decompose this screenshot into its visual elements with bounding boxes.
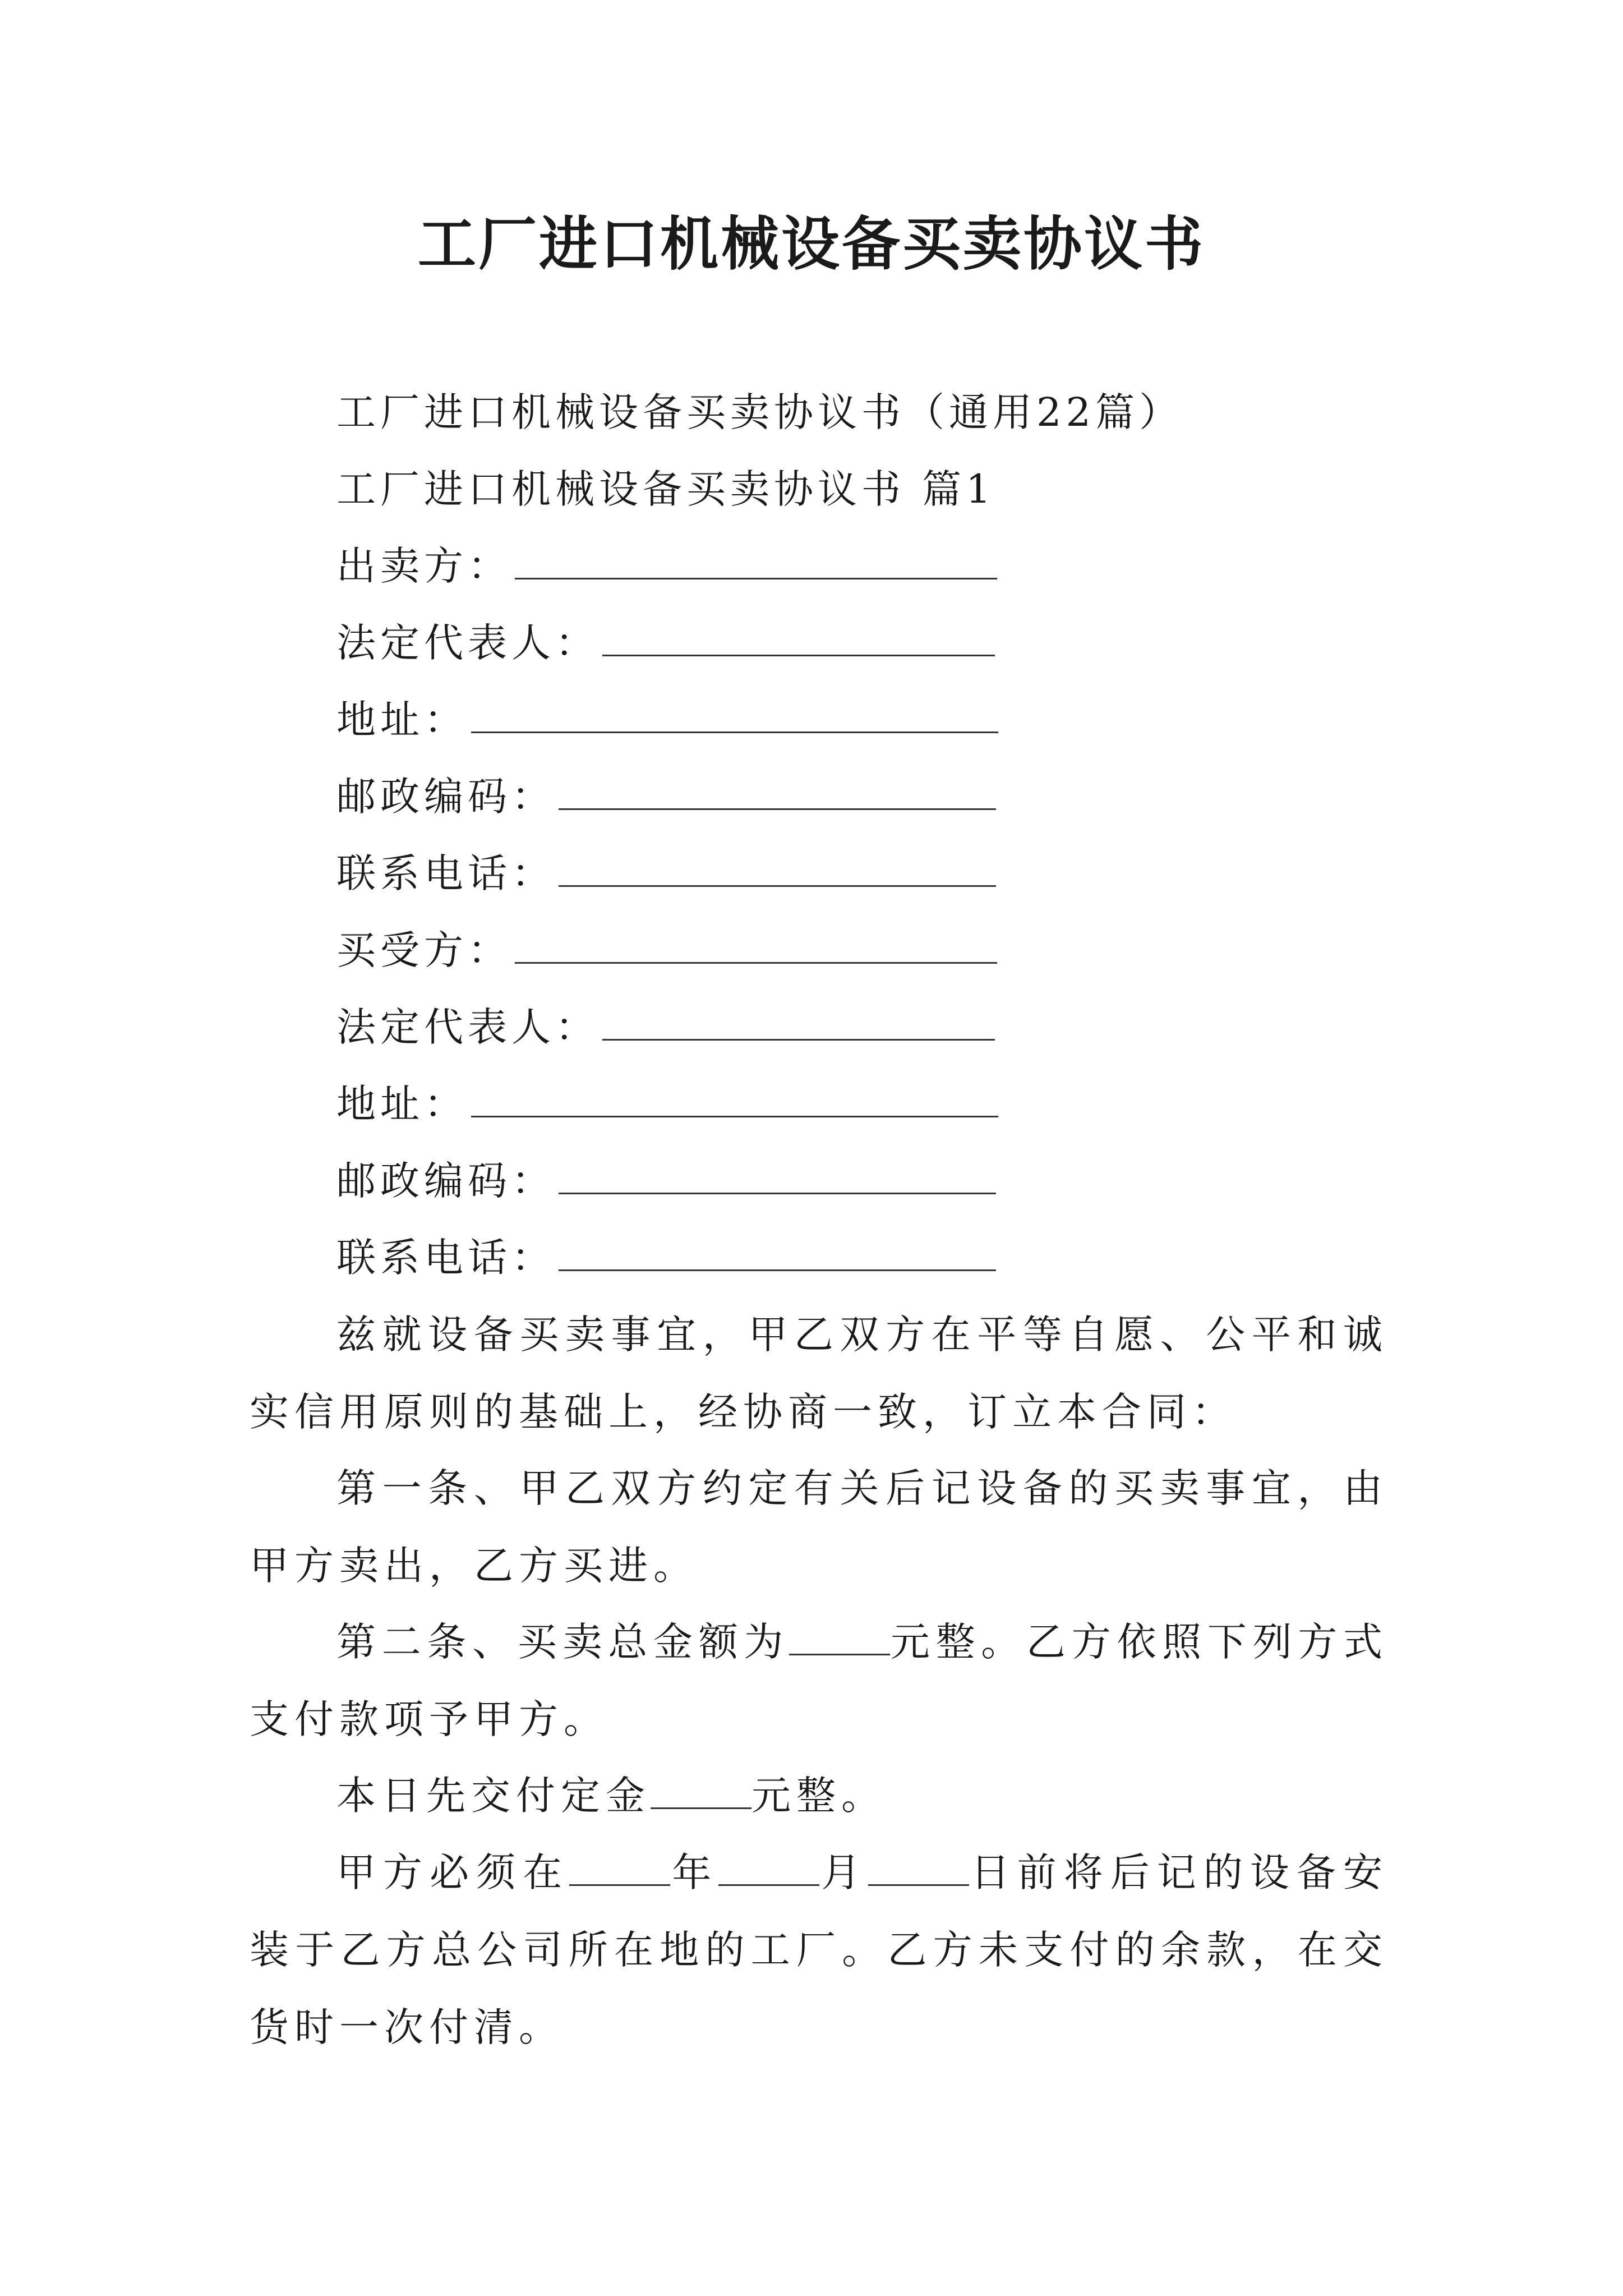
buyer-row [336, 922, 1000, 978]
buyer-rep-row [336, 999, 998, 1055]
buyer-postcode-blank [559, 1153, 996, 1194]
seller-postcode-row [336, 769, 999, 825]
seller-address-blank [471, 692, 998, 733]
seller-phone-row [336, 845, 999, 901]
buyer-postcode-label: 邮政编码： [336, 1158, 555, 1204]
document-subtitle: 工厂进口机械设备买卖协议书（通用22篇） [336, 389, 1183, 435]
install-text-b: 日前将后记的设备安装于乙方总公司所在地的工厂。乙方未支付的余款，在交货时一次付清。 [250, 1849, 1389, 2050]
article-2-text-a: 第二条、买卖总金额为 [336, 1619, 790, 1665]
seller-phone-blank [559, 846, 996, 887]
article-2-paragraph [250, 1603, 1388, 1758]
document-title: 工厂进口机械设备买卖协议书 [417, 209, 1205, 278]
seller-address-row [336, 692, 1002, 748]
buyer-label: 买受方： [336, 927, 511, 973]
article-1-paragraph: 第一条、甲乙双方约定有关后记设备的买卖事宜，由甲方卖出，乙方买进。 [250, 1465, 1388, 1589]
article-2-text-b: 元整。乙方依照下列方式支付款项予甲方。 [250, 1619, 1389, 1742]
seller-postcode-label: 邮政编码： [336, 774, 555, 820]
buyer-phone-label: 联系电话： [336, 1235, 555, 1281]
total-amount-blank [789, 1620, 890, 1655]
buyer-rep-blank [602, 1000, 995, 1041]
install-year-label: 年 [670, 1849, 719, 1895]
seller-address-label: 地址： [336, 697, 468, 743]
buyer-address-row [336, 1076, 1002, 1132]
deposit-text-b: 元整。 [751, 1773, 886, 1819]
seller-rep-row [336, 615, 998, 671]
install-month-blank [718, 1851, 819, 1886]
buyer-address-label: 地址： [336, 1081, 468, 1127]
intro-paragraph: 兹就设备买卖事宜，甲乙双方在平等自愿、公平和诚实信用原则的基础上，经协商一致，订立本合同： [250, 1312, 1388, 1435]
seller-row [336, 538, 1000, 594]
seller-rep-label: 法定代表人： [336, 620, 599, 666]
buyer-rep-label: 法定代表人： [336, 1004, 599, 1050]
buyer-address-blank [471, 1076, 998, 1117]
install-text-a: 甲方必须在 [336, 1849, 570, 1895]
installation-paragraph [250, 1834, 1388, 2066]
seller-blank [515, 539, 997, 579]
buyer-blank [515, 923, 997, 964]
install-day-blank [868, 1851, 969, 1886]
seller-phone-label: 联系电话： [336, 850, 555, 896]
buyer-phone-row [336, 1230, 999, 1286]
seller-postcode-blank [559, 769, 996, 810]
seller-label: 出卖方： [336, 543, 511, 589]
section-heading: 工厂进口机械设备买卖协议书 篇1 [336, 466, 995, 512]
buyer-postcode-row [336, 1153, 999, 1209]
deposit-text-a: 本日先交付定金 [336, 1773, 651, 1819]
buyer-phone-blank [559, 1230, 996, 1271]
seller-rep-blank [602, 615, 995, 656]
install-month-label: 月 [819, 1849, 868, 1895]
deposit-paragraph [250, 1757, 1388, 1834]
install-year-blank [569, 1851, 670, 1886]
deposit-amount-blank [651, 1774, 751, 1809]
